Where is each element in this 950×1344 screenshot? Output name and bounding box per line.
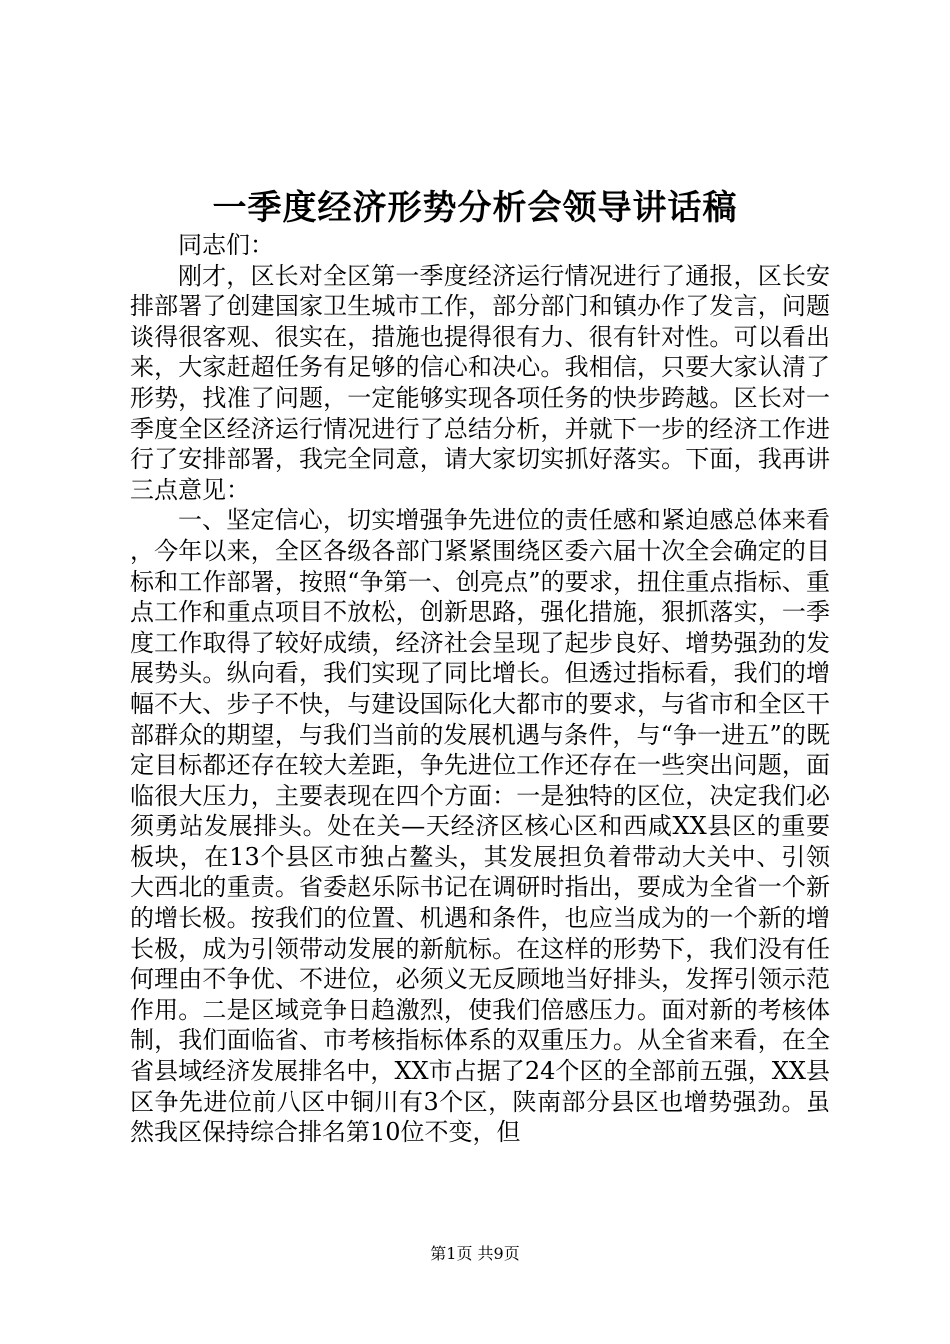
page-footer: 第1页 共9页 xyxy=(430,1244,520,1263)
paragraph-2: 一、坚定信心，切实增强争先进位的责任感和紧迫感总体来看，今年以来，全区各级各部门紧紧围绕区委六届十次全会确定的目标和工作部署，按照“争第一、创亮点”的要求，扭住重点指标、重点工作和重点项目不放松，创新思路，强化措施，狠抓落实，一季度工作取得了较好成绩，经济社会呈现了起步良好、增势强劲的发展势头。纵向看，我们实现了同比增长。但透过指标看，我们的增幅不大、步子不快，与建设国际化大都市的要求，与省市和全区干部群众的期望，与我们当前的发展机遇与条件，与“争一进五”的既定目标都还存在较大差距，争先进位工作还存在一些突出问题，面临很大压力，主要表现在四个方面：一是独特的区位，决定我们必须勇站发展排头。处在关—天经济区核心区和西咸XX县区的重要板块，在13个县区市独占鳌头，其发展担负着带动大关中、引领大西北的重责。省委赵乐际书记在调研时指出，要成为全省一个新的增长极。按我们的位置、机遇和条件，也应当成为的一个新的增长极，成为引领带动发展的新航标。在这样的形势下，我们没有任何理由不争优、不进位，必须义无反顾地当好排头，发挥引领示范作用。二是区域竞争日趋激烈，使我们倍感压力。面对新的考核体制，我们面临省、市考核指标体系的双重压力。从全省来看，在全省县域经济发展排名中，XX市占据了24个区的全部前五强，XX县区争先进位前八区中铜川有3个区，陕南部分县区也增势强劲。虽然我区保持综合排名第10位不变，但 xyxy=(130,506,830,1147)
paragraph-1: 刚才，区长对全区第一季度经济运行情况进行了通报，区长安排部署了创建国家卫生城市工作，部分部门和镇办作了发言，问题谈得很客观、很实在，措施也提得很有力、很有针对性。可以看出来，大家赶超任务有足够的信心和决心。我相信，只要大家认清了形势，找准了问题，一定能够实现各项任务的快步跨越。区长对一季度全区经济运行情况进行了总结分析，并就下一步的经济工作进行了安排部署，我完全同意，请大家切实抓好落实。下面，我再讲三点意见： xyxy=(130,261,830,504)
salutation: 同志们： xyxy=(178,231,274,259)
document-title: 一季度经济形势分析会领导讲话稿 xyxy=(212,188,738,228)
document-body xyxy=(130,230,830,1148)
